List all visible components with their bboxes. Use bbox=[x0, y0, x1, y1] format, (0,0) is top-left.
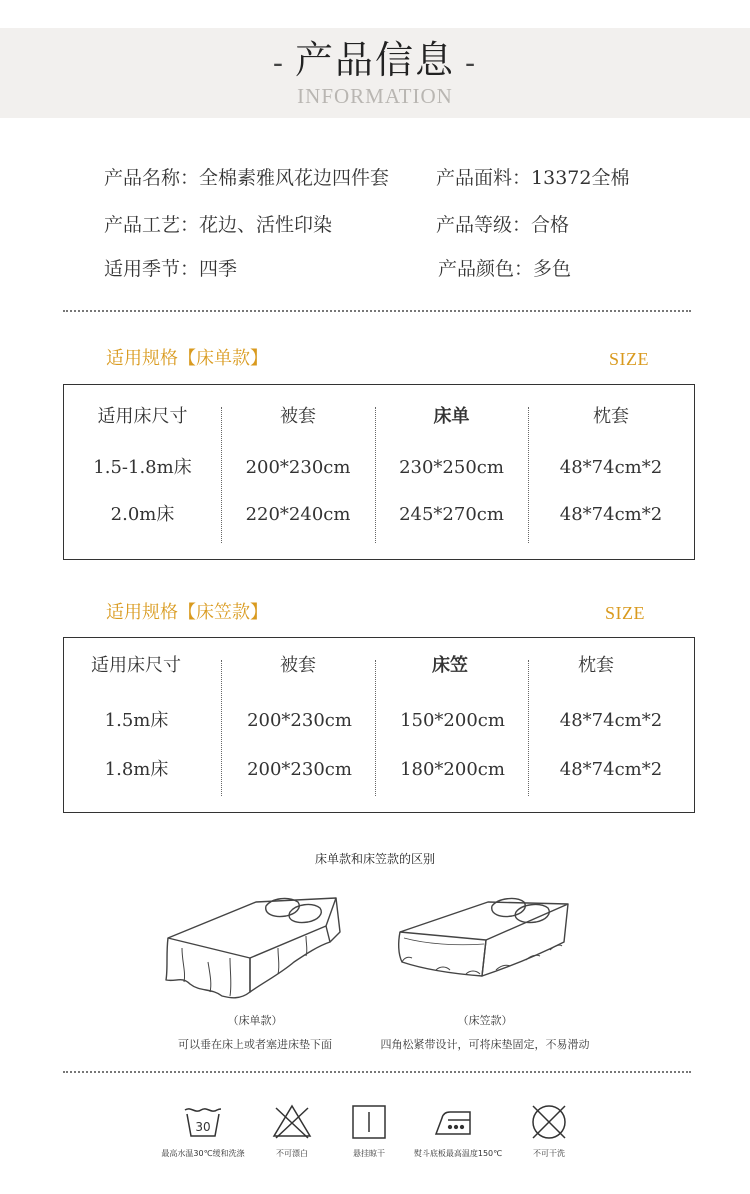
wash-30-icon bbox=[183, 1104, 223, 1140]
divider-dotted bbox=[63, 310, 691, 312]
info-fabric-value: 13372全棉 bbox=[531, 167, 630, 189]
info-color-label: 产品颜色： bbox=[438, 258, 534, 280]
page-subtitle: INFORMATION bbox=[297, 84, 453, 108]
care-label-no-bleach: 不可漂白 bbox=[276, 1149, 308, 1158]
info-grade-value: 合格 bbox=[531, 214, 570, 236]
divider-dotted bbox=[63, 1071, 691, 1073]
info-color-value: 多色 bbox=[533, 258, 572, 280]
info-name-value: 全棉素雅风花边四件套 bbox=[199, 167, 390, 189]
table-cell: 245*270cm bbox=[399, 504, 504, 525]
sheet-size-table bbox=[63, 384, 695, 560]
iron-150-icon bbox=[434, 1108, 478, 1138]
page-title bbox=[0, 38, 750, 86]
info-color bbox=[438, 257, 571, 281]
sheet-section-size: SIZE bbox=[609, 349, 649, 369]
table-header-duvet: 被套 bbox=[280, 655, 316, 676]
info-season-value: 四季 bbox=[199, 258, 238, 280]
table-cell: 220*240cm bbox=[245, 504, 351, 525]
table-cell: 48*74cm*2 bbox=[559, 759, 663, 780]
info-craft bbox=[104, 213, 332, 237]
table-cell: 48*74cm*2 bbox=[559, 710, 663, 731]
care-label-iron: 熨斗底板最高温度150℃ bbox=[413, 1149, 503, 1158]
fitted-description: 四角松紧带设计，可将床垫固定，不易滑动 bbox=[380, 1038, 590, 1051]
table-header-fitted: 床笠 bbox=[432, 655, 468, 676]
hang-dry-icon bbox=[351, 1104, 387, 1140]
table-cell: 48*74cm*2 bbox=[559, 457, 663, 478]
table-cell: 1.5-1.8m床 bbox=[93, 457, 192, 478]
table-cell: 150*200cm bbox=[400, 710, 505, 731]
wash-temp-text: 30 bbox=[195, 1120, 211, 1134]
info-grade bbox=[436, 213, 569, 237]
fitted-section-size: SIZE bbox=[605, 603, 645, 623]
sheet-caption: （床单款） bbox=[227, 1014, 283, 1027]
table-cell: 48*74cm*2 bbox=[559, 504, 663, 525]
no-dry-clean-icon bbox=[530, 1103, 568, 1141]
info-fabric bbox=[436, 166, 629, 190]
title-text: 产品信息 bbox=[294, 38, 455, 82]
table-cell: 1.8m床 bbox=[104, 759, 169, 780]
table-header-duvet: 被套 bbox=[280, 406, 316, 427]
table-cell: 200*230cm bbox=[247, 710, 352, 731]
sheet-description: 可以垂在床上或者塞进床垫下面 bbox=[178, 1038, 332, 1051]
flat-sheet-bed-illustration bbox=[160, 892, 350, 1002]
difference-title: 床单款和床笠款的区别 bbox=[314, 852, 435, 866]
table-cell: 230*250cm bbox=[399, 457, 504, 478]
info-name-label: 产品名称： bbox=[104, 167, 200, 189]
fitted-size-table bbox=[63, 637, 695, 813]
care-label-hang-dry: 悬挂晾干 bbox=[353, 1149, 385, 1158]
fitted-sheet-bed-illustration bbox=[396, 892, 576, 982]
table-header-bed-size: 适用床尺寸 bbox=[97, 406, 188, 427]
table-header-sheet: 床单 bbox=[433, 406, 470, 427]
fitted-section-title: 适用规格【床笠款】 bbox=[106, 602, 268, 623]
info-grade-label: 产品等级： bbox=[436, 214, 532, 236]
table-cell: 200*230cm bbox=[245, 457, 351, 478]
info-name bbox=[104, 166, 389, 190]
title-dash-left: - bbox=[272, 46, 285, 81]
table-cell: 180*200cm bbox=[400, 759, 505, 780]
info-season bbox=[104, 257, 237, 281]
info-fabric-label: 产品面料： bbox=[436, 167, 532, 189]
table-header-pillowcase: 枕套 bbox=[593, 406, 629, 427]
table-header-pillowcase: 枕套 bbox=[578, 655, 614, 676]
sheet-section-title: 适用规格【床单款】 bbox=[106, 348, 268, 369]
table-cell: 200*230cm bbox=[247, 759, 352, 780]
info-craft-label: 产品工艺： bbox=[104, 214, 200, 236]
title-dash-right: - bbox=[465, 46, 478, 81]
info-season-label: 适用季节： bbox=[104, 258, 200, 280]
fitted-caption: （床笠款） bbox=[457, 1014, 513, 1027]
info-craft-value: 花边、活性印染 bbox=[199, 214, 333, 236]
care-label-wash: 最高水温30℃缓和洗涤 bbox=[161, 1149, 245, 1158]
care-label-no-dry-clean: 不可干洗 bbox=[533, 1149, 565, 1158]
no-bleach-icon bbox=[272, 1104, 312, 1140]
table-header-bed-size: 适用床尺寸 bbox=[91, 655, 181, 676]
table-cell: 1.5m床 bbox=[104, 710, 169, 731]
table-cell: 2.0m床 bbox=[110, 504, 175, 525]
